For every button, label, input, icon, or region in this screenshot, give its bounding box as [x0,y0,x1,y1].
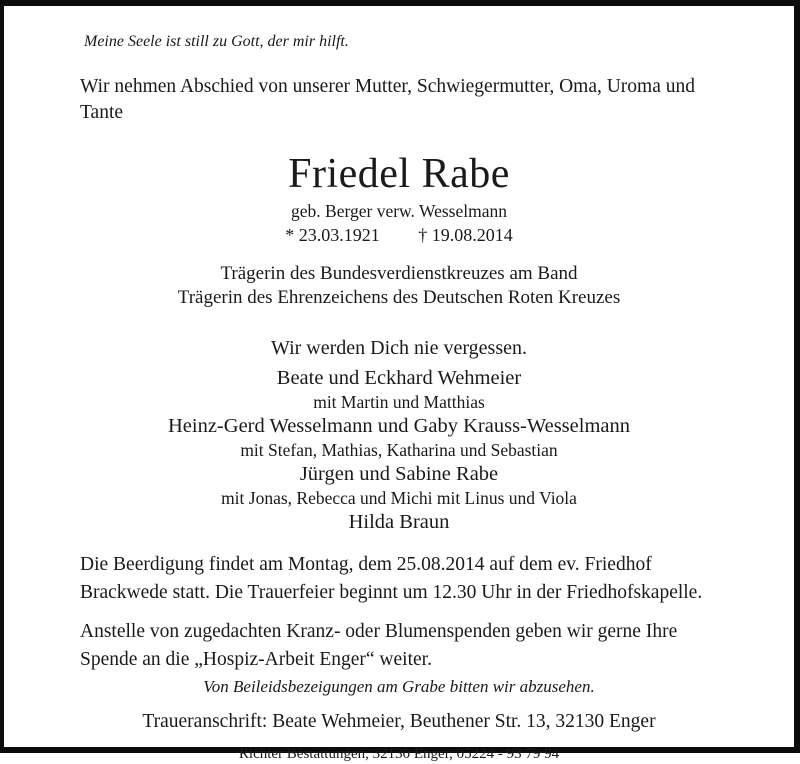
death-date: † 19.08.2014 [418,225,513,245]
funeral-info-paragraph: Die Beerdigung findet am Montag, dem 25.08.2014 auf dem ev. Friedhof Brackwede statt. Die Trauerfeier beginnt um 12.30 Uhr in der Friedhofskapelle. [80,554,703,603]
mourner-line: mit Stefan, Mathias, Katharina und Sebastian [240,440,558,460]
birth-date: * 23.03.1921 [285,225,380,245]
mourner-line: Jürgen und Sabine Rabe [299,463,499,485]
honor-line: Trägerin des Ehrenzeichens des Deutschen Roten Kreuzes [177,286,621,308]
mourner-line: Beate und Eckhard Wehmeier [276,367,522,389]
mourner-line: Hilda Braun [348,511,450,533]
motto-line: Meine Seele ist still zu Gott, der mir hilft. [84,33,349,50]
farewell-line: Wir werden Dich nie vergessen. [271,337,527,359]
deceased-name: Friedel Rabe [288,151,510,197]
donation-info-paragraph: Anstelle von zugedachten Kranz- oder Blumenspenden geben wir gerne Ihre Spende an die „Hospiz-Arbeit Enger“ weiter. [80,621,678,670]
intro-line: Wir nehmen Abschied von unserer Mutter, Schwiegermutter, Oma, Uroma und Tante [80,76,695,123]
mourner-line: mit Jonas, Rebecca und Michi mit Linus und Viola [221,488,577,508]
mourners-list [80,365,718,535]
funeral-home-line: Richter Bestattungen, 32130 Enger, 05224 - 93 79 94 [238,746,560,762]
maiden-name-line: geb. Berger verw. Wesselmann [291,201,507,221]
mourning-address-line: Traueranschrift: Beate Wehmeier, Beuthener Str. 13, 32130 Enger [142,711,656,732]
life-dates [80,224,718,247]
mourner-line: Heinz-Gerd Wesselmann und Gaby Krauss-Wesselmann [167,415,630,437]
honor-line: Trägerin des Bundesverdienstkreuzes am Band [220,263,578,284]
honors-block [80,262,718,309]
mourner-line: mit Martin und Matthias [313,392,485,412]
condolence-note: Von Beileidsbezeigungen am Grabe bitten wir abzusehen. [203,677,595,696]
